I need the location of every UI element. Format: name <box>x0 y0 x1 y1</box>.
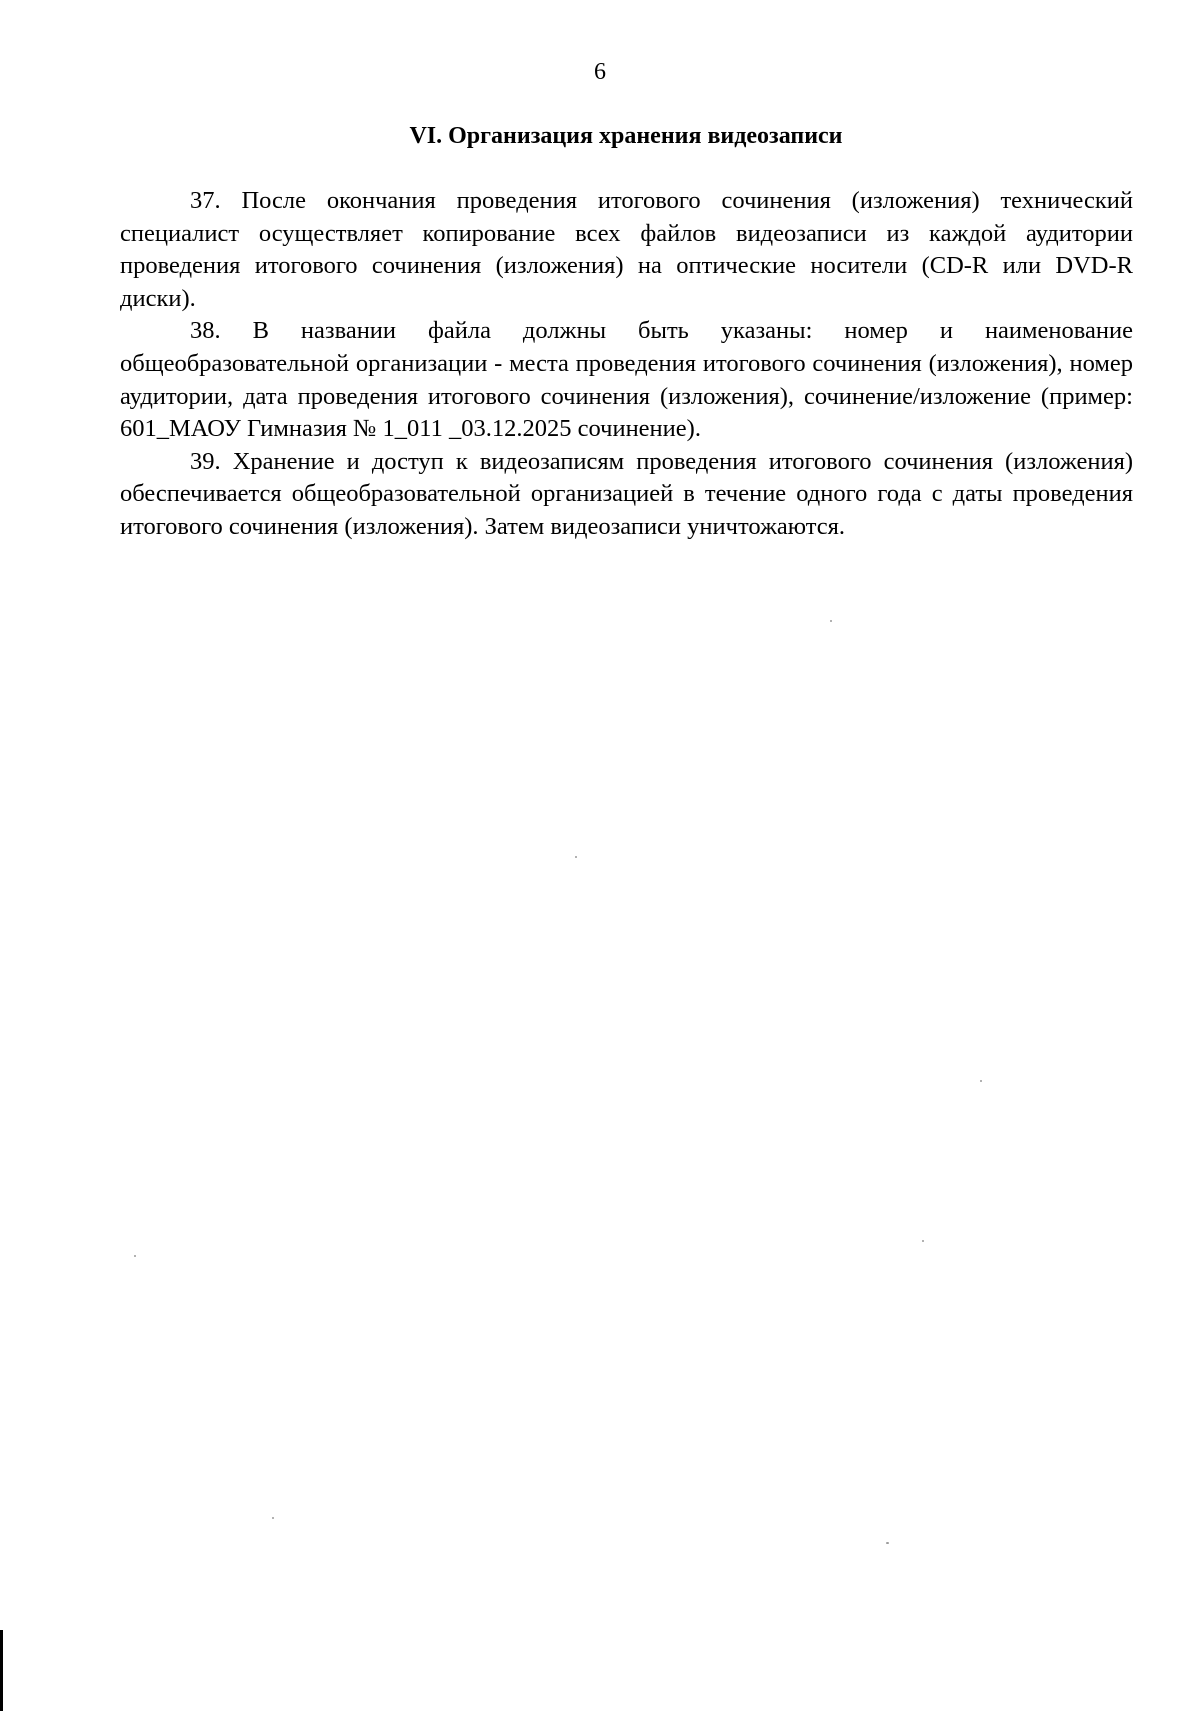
paragraph-39: 39. Хранение и доступ к видеозаписям проведения итогового сочинения (изложения) обеспечивается общеобразовательной организацией в течение одного года с даты проведения итогового сочинения (изложения). Затем видеозаписи уничтожаются. <box>120 447 1133 540</box>
scan-speck <box>134 1255 136 1257</box>
scan-speck <box>980 1080 982 1082</box>
scan-speck <box>272 1517 274 1519</box>
scan-speck <box>922 1240 924 1242</box>
paragraph-37: 37. После окончания проведения итогового сочинения (изложения) технический специалист осуществляет копирование всех файлов видеозаписи из каждой аудитории проведения итогового сочинения (изложения) на оптические носители (CD-R или DVD-R диски). <box>120 187 1133 312</box>
section-title: VI. Организация хранения видеозаписи <box>409 123 843 149</box>
paragraph-38: 38. В названии файла должны быть указаны: номер и наименование общеобразовательной организации - места проведения итогового сочинения (изложения), номер аудитории, дата проведения итогового сочинения (изложения), сочинение/изложение (пример: 601_МАОУ Гимназия № 1_011 _03.12.2025 сочинение). <box>120 317 1133 443</box>
page-number: 6 <box>594 59 606 85</box>
scan-speck <box>886 1542 889 1544</box>
scan-speck <box>830 620 832 622</box>
scan-speck <box>575 856 577 858</box>
scan-edge-mark <box>0 1630 3 1711</box>
document-body <box>120 185 1133 544</box>
